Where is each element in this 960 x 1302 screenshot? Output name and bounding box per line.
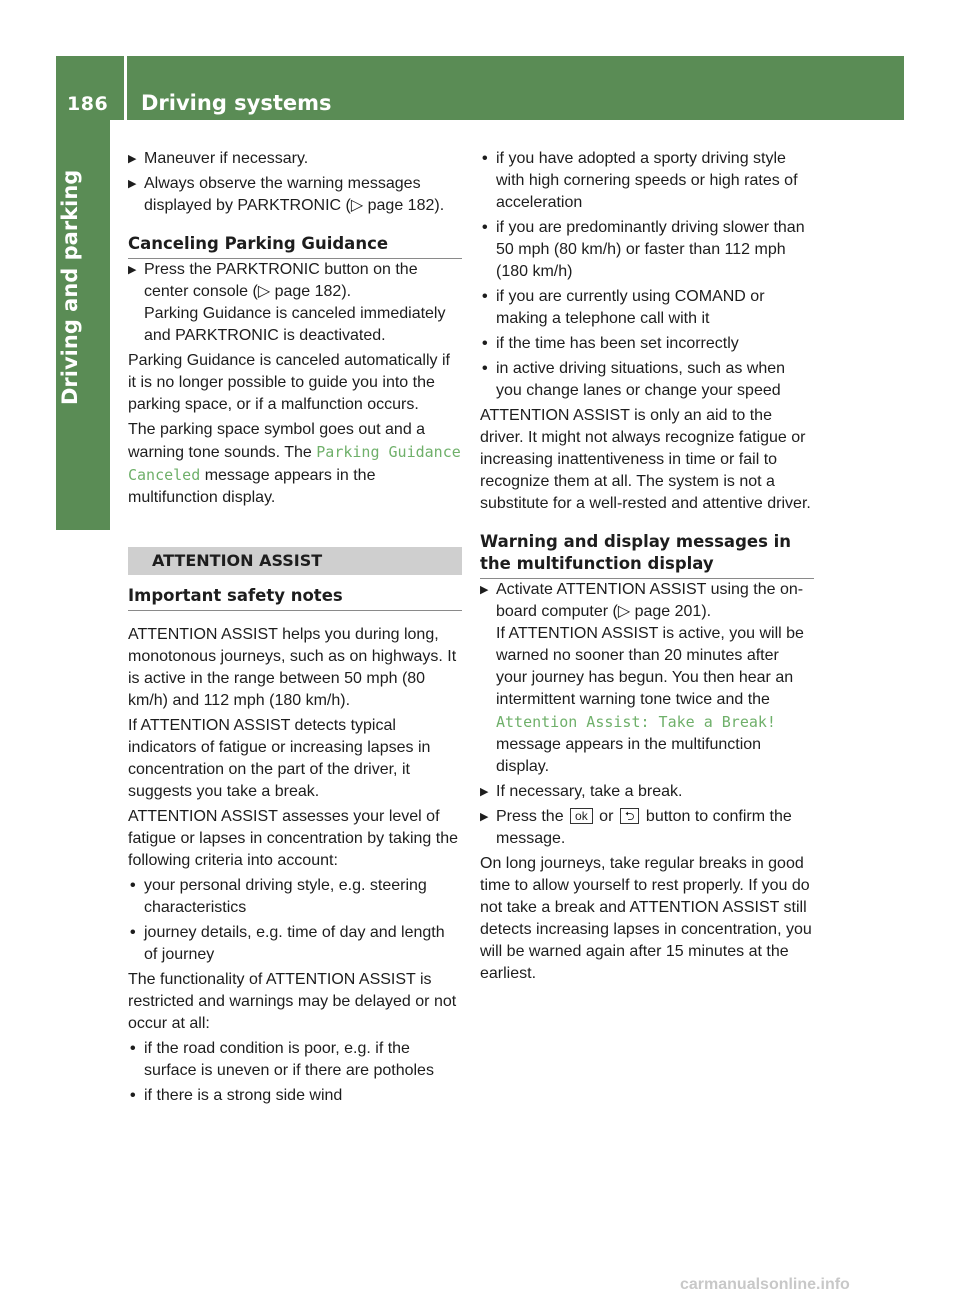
list-item: • if you are predominantly driving slower than 50 mph (80 km/h) or faster than 112 mph (180 km/h) — [482, 219, 805, 280]
arrow-icon: ▶ — [128, 264, 137, 276]
para-attention-intro: ATTENTION ASSIST helps you during long, monotonous journeys, such as on highways. It is active in the range between 50 mph (80 km/h) and 112 mph (180 km/h). — [128, 626, 457, 709]
list-item: • if the time has been set incorrectly — [480, 333, 814, 355]
list-item: • if the road condition is poor, e.g. if the surface is uneven or if there are potholes — [130, 1040, 434, 1079]
right-column — [480, 148, 814, 988]
ok-key-icon: ok — [570, 808, 593, 824]
para-long-journeys: On long journeys, take regular breaks in good time to allow yourself to rest properly. If you do not take a break and ATTENTION ASSIST still detects increasing lapses in concentration, you will be warned again after 15 minutes at the earliest. — [480, 855, 812, 982]
para-restrictions: The functionality of ATTENTION ASSIST is restricted and warnings may be delayed or not occur at all: — [128, 971, 457, 1032]
list-item: • if you are currently using COMAND or making a telephone call with it — [482, 288, 765, 327]
display-message-take-a-break: Attention Assist: Take a Break! — [496, 713, 776, 731]
bullet-icon: • — [130, 1087, 136, 1104]
bullet-icon: • — [482, 288, 488, 305]
arrow-icon: ▶ — [480, 584, 489, 596]
page-title: Driving systems — [141, 91, 332, 115]
para-warning-tone: The parking space symbol goes out and a warning tone sounds. The Parking Guidance Canceled message appears in the multifunction display. — [128, 421, 461, 506]
step-activate-attention-assist: ▶ Activate ATTENTION ASSIST using the on-board computer (▷ page 201). If ATTENTION ASSIST is active, you will be warned no sooner than 20 minutes after your journey has begun. You then hear an intermittent warning tone twice and the Attention Assist: Take a Break! message appears in the multifunction display. — [480, 581, 804, 775]
step-confirm-message: ▶ Press the ok or ⮌ button to confirm the message. — [480, 808, 792, 847]
display-message-parking-guidance-canceled: Parking Guidance Canceled — [128, 443, 461, 484]
para-attention-detects: If ATTENTION ASSIST detects typical indicators of fatigue or increasing lapses in concentration on the part of the driver, it suggests you take a break. — [128, 717, 431, 800]
watermark: carmanualsonline.info — [680, 1276, 850, 1293]
chapter-side-tab-label: Driving and parking — [58, 169, 82, 405]
step-observe-warnings: ▶ Always observe the warning messages displayed by PARKTRONIC (▷ page 182). — [128, 175, 445, 214]
bullet-icon: • — [482, 219, 488, 236]
heading-important-safety-notes: Important safety notes — [128, 585, 462, 611]
arrow-icon: ▶ — [128, 178, 137, 190]
list-item: • your personal driving style, e.g. steering characteristics — [130, 877, 427, 916]
bullet-icon: • — [130, 877, 136, 894]
header-divider — [124, 56, 127, 120]
para-attention-criteria: ATTENTION ASSIST assesses your level of fatigue or lapses in concentration by taking the following criteria into account: — [128, 808, 458, 869]
list-item: • if you have adopted a sporty driving style with high cornering speeds or high rates of acceleration — [482, 150, 798, 211]
section-band-attention-assist: ATTENTION ASSIST — [128, 547, 462, 575]
step-press-parktronic: ▶ Press the PARKTRONIC button on the center console (▷ page 182). Parking Guidance is canceled immediately and PARKTRONIC is deactivated. — [128, 261, 446, 344]
page-number: 186 — [67, 93, 109, 115]
arrow-icon: ▶ — [128, 153, 137, 165]
left-column — [128, 148, 462, 1110]
para-auto-cancel: Parking Guidance is canceled automatically if it is no longer possible to guide you into the parking space, or if a malfunction occurs. — [128, 352, 450, 413]
bullet-icon: • — [482, 150, 488, 167]
bullet-icon: • — [482, 360, 488, 377]
arrow-icon: ▶ — [480, 811, 489, 823]
list-item: • in active driving situations, such as when you change lanes or change your speed — [482, 360, 786, 399]
list-item: • journey details, e.g. time of day and length of journey — [130, 924, 445, 963]
bullet-icon: • — [482, 335, 488, 352]
step-maneuver: ▶ Maneuver if necessary. — [128, 148, 462, 170]
arrow-icon: ▶ — [480, 786, 489, 798]
bullet-icon: • — [130, 1040, 136, 1057]
heading-warning-display-messages: Warning and display messages in the multifunction display — [480, 531, 814, 579]
side-tab-gap — [56, 530, 110, 536]
list-item: • if there is a strong side wind — [128, 1085, 462, 1107]
step-take-break: ▶ If necessary, take a break. — [480, 781, 814, 803]
back-key-icon: ⮌ — [620, 808, 640, 824]
bullet-icon: • — [130, 924, 136, 941]
heading-canceling-parking-guidance: Canceling Parking Guidance — [128, 233, 462, 259]
para-aid-only: ATTENTION ASSIST is only an aid to the driver. It might not always recognize fatigue or increasing inattentiveness in time or fail to recognize them at all. The system is not a substitute for a well-rested and attentive driver. — [480, 407, 811, 512]
